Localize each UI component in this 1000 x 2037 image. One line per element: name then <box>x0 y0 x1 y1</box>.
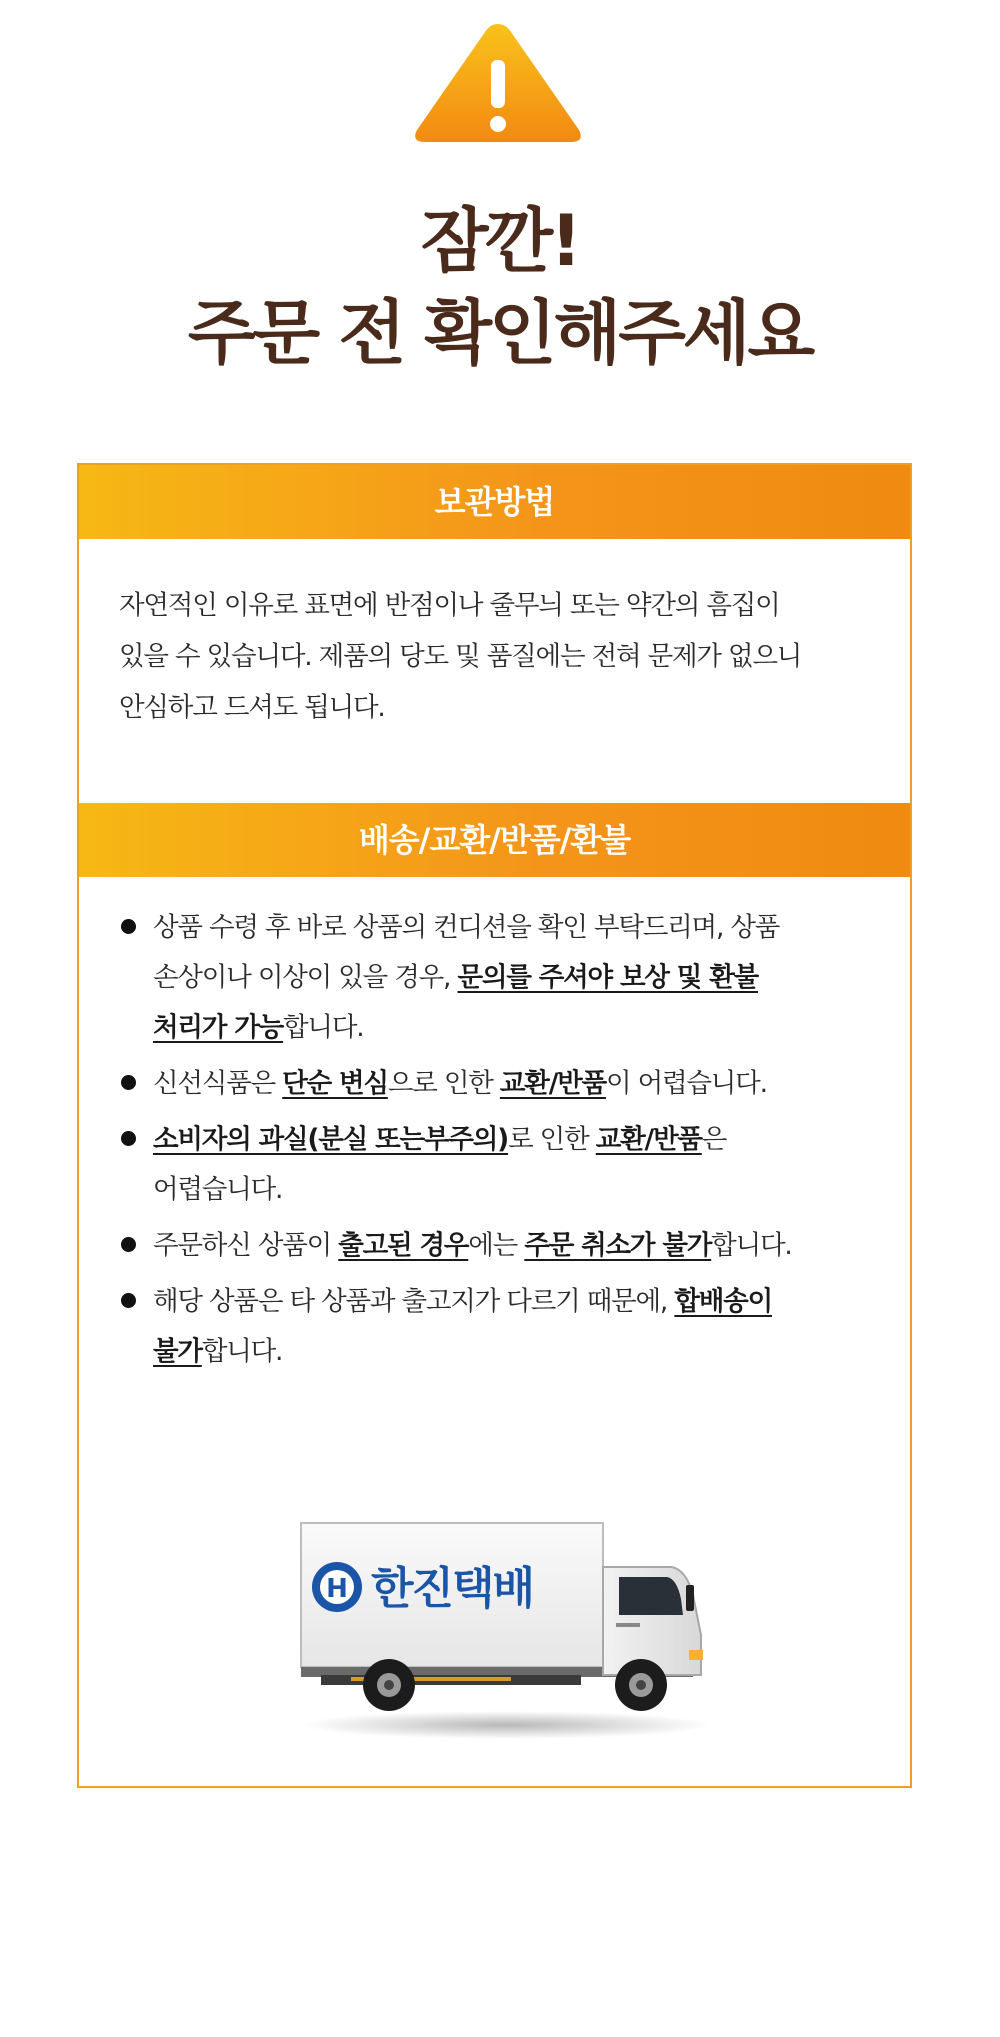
bullet-icon <box>121 1237 136 1252</box>
hanjin-logo <box>312 1562 533 1614</box>
emphasis-text: 합배송이 <box>674 1286 772 1317</box>
bullet-icon <box>121 1075 136 1090</box>
bullet-icon <box>121 1131 136 1146</box>
list-item: 주문하신 상품이 출고된 경우에는 주문 취소가 불가합니다. <box>119 1221 889 1271</box>
storage-line: 있을 수 있습니다. 제품의 당도 및 품질에는 전혀 문제가 없으니 <box>119 641 802 672</box>
notice-panel <box>77 463 912 1788</box>
title-line-2: 주문 전 확인해주세요 <box>187 292 813 374</box>
emphasis-text: 교환/반품 <box>595 1124 702 1155</box>
logo-mark-text: H <box>326 1574 348 1604</box>
bullet-icon <box>121 1293 136 1308</box>
emphasis-text: 소비자의 과실(분실 또는부주의) <box>153 1124 509 1155</box>
brand-text: 한진택배 <box>371 1563 534 1614</box>
emphasis-text: 교환/반품 <box>499 1068 606 1099</box>
emphasis-text: 출고된 경우 <box>338 1230 469 1261</box>
list-item: 소비자의 과실(분실 또는부주의)로 인한 교환/반품은 어렵습니다. <box>119 1115 889 1215</box>
warning-triangle-icon <box>411 18 585 148</box>
list-item: 해당 상품은 타 상품과 출고지가 다르기 때문에, 합배송이 불가합니다. <box>119 1277 889 1377</box>
storage-line: 안심하고 드셔도 됩니다. <box>119 692 385 723</box>
storage-heading: 보관방법 <box>79 465 910 539</box>
delivery-truck-icon <box>291 1515 711 1745</box>
emphasis-text: 불가 <box>153 1336 202 1367</box>
delivery-heading: 배송/교환/반품/환불 <box>79 803 910 877</box>
emphasis-text: 처리가 가능 <box>153 1012 284 1043</box>
emphasis-text: 문의를 주셔야 보상 및 환불 <box>457 962 759 993</box>
emphasis-text: 단순 변심 <box>282 1068 388 1099</box>
page-title <box>0 195 1000 379</box>
storage-description <box>119 580 879 733</box>
delivery-list <box>119 903 889 1377</box>
bullet-icon <box>121 919 136 934</box>
title-line-1: 잠깐! <box>420 200 580 282</box>
list-item: 상품 수령 후 바로 상품의 컨디션을 확인 부탁드리며, 상품 손상이나 이상이 있을 경우, 문의를 주셔야 보상 및 환불 처리가 가능합니다. <box>119 903 889 1053</box>
emphasis-text: 주문 취소가 불가 <box>524 1230 712 1261</box>
storage-line: 자연적인 이유로 표면에 반점이나 줄무늬 또는 약간의 흠집이 <box>119 590 780 621</box>
list-item: 신선식품은 단순 변심으로 인한 교환/반품이 어렵습니다. <box>119 1059 889 1109</box>
